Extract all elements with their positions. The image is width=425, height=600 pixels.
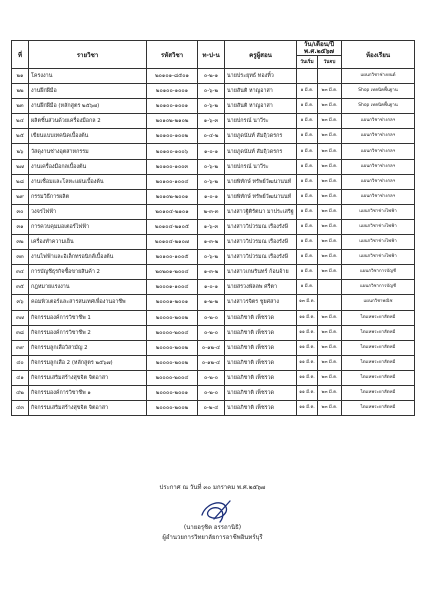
row-start-date: ๑ มี.ค. bbox=[297, 129, 318, 144]
row-code: ๒๐๐๐๐-๒๐๐๒ bbox=[147, 310, 198, 325]
table-row bbox=[12, 114, 415, 129]
row-tpn: ๐-๒-๐ bbox=[198, 385, 225, 400]
row-code: ๒๐๐๐๑-๒๐๐๑ bbox=[147, 295, 198, 310]
table-row bbox=[12, 355, 415, 370]
row-end-date: ๒๓ มี.ค. bbox=[318, 355, 342, 370]
row-start-date: ๑ มี.ค. bbox=[297, 204, 318, 219]
row-tpn: ๐-๑๒-๔ bbox=[198, 340, 225, 355]
row-end-date: ๒๓ มี.ค. bbox=[318, 310, 342, 325]
table-row bbox=[12, 310, 415, 325]
row-subject: งานไฟฟ้าและอิเล็กทรอนิกส์เบื้องต้น bbox=[29, 250, 147, 265]
row-teacher: นายอภิชาติ เพ็ชรวด bbox=[225, 355, 297, 370]
table-row bbox=[12, 219, 415, 234]
row-start-date: ๑ มี.ค. bbox=[297, 174, 318, 189]
row-subject: กรรมวิธีการผลิต bbox=[29, 189, 147, 204]
row-room: แผนกวิชาช่างกลฯ bbox=[342, 129, 415, 144]
row-code: ๒๐๐๐๐-๒๐๐๒ bbox=[147, 355, 198, 370]
row-code: ๒๐๑๐๒-๒๑๐๒ bbox=[147, 114, 198, 129]
table-row bbox=[12, 325, 415, 340]
row-subject: งานฝึกฝีมือ bbox=[29, 84, 147, 99]
row-subject: การบัญชีธุรกิจซื้อขายสินค้า 2 bbox=[29, 265, 147, 280]
row-room: ไตแหพระยาสัตหมี bbox=[342, 370, 415, 385]
row-start-date: ๑๑ มี.ค. bbox=[297, 325, 318, 340]
row-code: ๒๐๑๐๐-๑๐๐๑ bbox=[147, 99, 198, 114]
row-subject: ผลิตชิ้นส่วนด้วยเครื่องมือกล 2 bbox=[29, 114, 147, 129]
row-no: ๒๒ bbox=[12, 84, 29, 99]
row-start-date: ๑๑ มี.ค. bbox=[297, 355, 318, 370]
row-room: แผนกวิชาช่างกลฯ bbox=[342, 114, 415, 129]
table-row bbox=[12, 235, 415, 250]
row-room: แผนกวิชาช่างไฟฟ้า bbox=[342, 219, 415, 234]
row-teacher: นายประยุทธ์ ทองทิ้ว bbox=[225, 69, 297, 84]
row-tpn: ๐-๖-๒ bbox=[198, 84, 225, 99]
header-year: พ.ศ.๒๕๖๗ bbox=[303, 47, 335, 55]
row-code: ๒๐๑๐๐-๑๐๐๖ bbox=[147, 144, 198, 159]
row-teacher: นายภูดนันท์ สัมฤิวดรกร bbox=[225, 144, 297, 159]
row-end-date: ๒๓ มี.ค. bbox=[318, 84, 342, 99]
row-start-date: ๑๑ มี.ค. bbox=[297, 385, 318, 400]
row-code: ๒๐๑๐๐-๑๐๐๕ bbox=[147, 250, 198, 265]
row-teacher: นางสาววิปวรมณ เรืองรังษี bbox=[225, 235, 297, 250]
row-end-date: ๒๓ มี.ค. bbox=[318, 401, 342, 416]
row-tpn: ๑-๐-๑ bbox=[198, 280, 225, 295]
row-teacher: นายอภิชาติ เพ็ชรวด bbox=[225, 370, 297, 385]
row-subject: เครื่องทำความเย็น bbox=[29, 235, 147, 250]
row-room: ไตแหพระยาสัตหมี bbox=[342, 325, 415, 340]
row-tpn: ๒-๓-๓ bbox=[198, 204, 225, 219]
row-code: ๒๐๑๐๔-๒๑๐๕ bbox=[147, 219, 198, 234]
row-end-date bbox=[318, 69, 342, 84]
row-start-date: ๑๑ มี.ค. bbox=[297, 310, 318, 325]
row-no: ๓๓ bbox=[12, 250, 29, 265]
table-row bbox=[12, 129, 415, 144]
header-date-label: วัน/เดือน/ปี bbox=[303, 41, 335, 48]
table-row bbox=[12, 401, 415, 416]
row-end-date: ๒๓ มี.ค. bbox=[318, 325, 342, 340]
row-subject: งานเชื่อมและโลหะแผ่นเบื้องต้น bbox=[29, 174, 147, 189]
row-start-date: ๑๑ มี.ค. bbox=[297, 340, 318, 355]
row-no: ๓๖ bbox=[12, 295, 29, 310]
row-room: แผนกวิชาช่างไฟฟ้า bbox=[342, 250, 415, 265]
row-start-date: ๑ มี.ค. bbox=[297, 280, 318, 295]
row-code: ๒๐๑๐๔-๒๑๐๗ bbox=[147, 235, 198, 250]
row-tpn: ๐-๖-๒ bbox=[198, 250, 225, 265]
row-room: Shop เทคนิคพื้นฐาน bbox=[342, 84, 415, 99]
row-no: ๔๒ bbox=[12, 385, 29, 400]
row-code: ๒๐๐๐๐-๒๐๐๒ bbox=[147, 340, 198, 355]
row-code: ๒๐๐๐๑-๑๐๐๔ bbox=[147, 280, 198, 295]
row-end-date: ๒๓ มี.ค. bbox=[318, 370, 342, 385]
row-start-date: ๑ มี.ค. bbox=[297, 114, 318, 129]
row-end-date: ๒๓ มี.ค. bbox=[318, 385, 342, 400]
table-row bbox=[12, 174, 415, 189]
row-no: ๒๙ bbox=[12, 189, 29, 204]
table-row bbox=[12, 144, 415, 159]
row-tpn: ๑-๐-๑ bbox=[198, 189, 225, 204]
row-tpn: ๑-๓-๒ bbox=[198, 235, 225, 250]
row-no: ๔๓ bbox=[12, 401, 29, 416]
row-teacher: นายภูดนันท์ สัมฤิวดรกร bbox=[225, 129, 297, 144]
row-no: ๒๕ bbox=[12, 129, 29, 144]
header-room: ห้องเรียน bbox=[342, 41, 415, 69]
row-start-date: ๑ มี.ค. bbox=[297, 219, 318, 234]
row-room: ไตแหพระยาสัตหมี bbox=[342, 385, 415, 400]
row-tpn: ๐-๑๒-๔ bbox=[198, 355, 225, 370]
row-teacher: นางสาวฐิติรัตนา มาประเสริฐ bbox=[225, 204, 297, 219]
row-room: แผนกวิชาช่างกลฯ bbox=[342, 144, 415, 159]
signer-position: ผู้อำนวยการวิทยาลัยการอาชีพอินทร์บุรี bbox=[162, 534, 263, 541]
row-no: ๓๔ bbox=[12, 265, 29, 280]
table-row bbox=[12, 99, 415, 114]
row-code: ๒๐๐๐๐-๒๐๐๑ bbox=[147, 385, 198, 400]
row-end-date: ๒๓ มี.ค. bbox=[318, 114, 342, 129]
row-teacher: นายอภิชาติ เพ็ชรวด bbox=[225, 310, 297, 325]
row-room: แผนกวิชาช่างไฟฟ้า bbox=[342, 204, 415, 219]
row-tpn: ๐-๖-๒ bbox=[198, 99, 225, 114]
row-code: ๒๐๐๐๐-๒๐๐๔ bbox=[147, 325, 198, 340]
row-teacher: นายพิทักษ์ ทรัพย์วัฒนานนท์ bbox=[225, 189, 297, 204]
row-end-date: ๒๓ มี.ค. bbox=[318, 144, 342, 159]
row-start-date: ๑๑ มี.ค. bbox=[297, 401, 318, 416]
row-start-date: ๑๑ มี.ค. bbox=[297, 370, 318, 385]
row-tpn: ๑-๖-๓ bbox=[198, 219, 225, 234]
row-end-date bbox=[318, 295, 342, 310]
header-no: ที่ bbox=[12, 41, 29, 69]
row-subject: กิจกรรมลูกเสือ 2 (หลักสูตร ๒๕๖๗) bbox=[29, 355, 147, 370]
row-end-date: ๒๓ มี.ค. bbox=[318, 189, 342, 204]
row-teacher: นายอภิชาติ เพ็ชรวด bbox=[225, 340, 297, 355]
row-start-date: ๑ มี.ค. bbox=[297, 265, 318, 280]
row-end-date: ๒๓ มี.ค. bbox=[318, 219, 342, 234]
row-room: แผนกวิชาช่างกลฯ bbox=[342, 159, 415, 174]
row-start-date bbox=[297, 69, 318, 84]
row-tpn: ๑-๓-๒ bbox=[198, 265, 225, 280]
header-end: วันจบ bbox=[318, 56, 342, 69]
row-subject: งานฝึกฝีมือ (หลักสูตร ๒๕๖๗) bbox=[29, 99, 147, 114]
table-row bbox=[12, 340, 415, 355]
row-teacher: นายอภิชาติ เพ็ชรวด bbox=[225, 385, 297, 400]
row-teacher: นายพิทักษ์ ทรัพย์วัฒนานนท์ bbox=[225, 174, 297, 189]
row-code: ๒๐๑๐๐-๑๐๐๔ bbox=[147, 174, 198, 189]
row-subject: การควบคุมมอเตอร์ไฟฟ้า bbox=[29, 219, 147, 234]
row-no: ๒๔ bbox=[12, 114, 29, 129]
table-row bbox=[12, 280, 415, 295]
row-code: ๒๐๑๐๒-๒๐๐๑ bbox=[147, 189, 198, 204]
row-tpn: ๑-๐-๑ bbox=[198, 144, 225, 159]
row-teacher: นายอภิชาติ เพ็ชรวด bbox=[225, 401, 297, 416]
row-code: ๒๐๑๐๐-๑๐๐๓ bbox=[147, 159, 198, 174]
row-teacher: นายปกรณ์ นาวีระ bbox=[225, 159, 297, 174]
header-teacher: ครูผู้สอน bbox=[225, 41, 297, 69]
row-room: Shop เทคนิคพื้นฐาน bbox=[342, 99, 415, 114]
row-end-date bbox=[318, 280, 342, 295]
row-no: ๒๖ bbox=[12, 144, 29, 159]
table-row bbox=[12, 385, 415, 400]
row-end-date: ๒๓ มี.ค. bbox=[318, 174, 342, 189]
row-no: ๓๙ bbox=[12, 340, 29, 355]
row-no: ๓๘ bbox=[12, 325, 29, 340]
table-row bbox=[12, 265, 415, 280]
row-start-date: ๑๓ มี.ค. bbox=[297, 295, 318, 310]
row-start-date: ๑ มี.ค. bbox=[297, 99, 318, 114]
row-teacher: นางสาวเกษรินทร์ ก้อนจ้าย bbox=[225, 265, 297, 280]
row-code: ๒๐๑๐๐-๑๐๐๒ bbox=[147, 129, 198, 144]
row-no: ๒๓ bbox=[12, 99, 29, 114]
row-end-date: ๒๓ มี.ค. bbox=[318, 340, 342, 355]
row-room: แผนกวิชาพณิช bbox=[342, 295, 415, 310]
row-start-date: ๑ มี.ค. bbox=[297, 144, 318, 159]
table-row bbox=[12, 204, 415, 219]
row-subject: วัสดุงานช่างอุตสาหกรรม bbox=[29, 144, 147, 159]
row-subject: กิจกรรมองค์การวิชาชีพ 2 bbox=[29, 325, 147, 340]
header-date bbox=[297, 41, 342, 56]
row-code: ๒๐๐๐๐-๒๐๐๒ bbox=[147, 401, 198, 416]
table-row bbox=[12, 370, 415, 385]
announce-date: ประกาศ ณ วันที่ ๓๐ มกราคม พ.ศ.๒๕๖๗ bbox=[159, 484, 266, 491]
header-tpn: ท-ป-น bbox=[198, 41, 225, 69]
row-room: แผนกวิชาการบัญชี bbox=[342, 280, 415, 295]
header-subject: รายวิชา bbox=[29, 41, 147, 69]
row-end-date: ๒๓ มี.ค. bbox=[318, 250, 342, 265]
row-subject: วงจรไฟฟ้า bbox=[29, 204, 147, 219]
row-subject: เขียนแบบเทคนิคเบื้องต้น bbox=[29, 129, 147, 144]
row-code: ๒๐๑๐๔-๒๑๐๑ bbox=[147, 204, 198, 219]
row-room: แผนกวิชาช่างกลฯ bbox=[342, 174, 415, 189]
row-room: ไตแหพระยาสัตหมี bbox=[342, 401, 415, 416]
row-room: แผนกวิชาการบัญชี bbox=[342, 265, 415, 280]
row-tpn: ๑-๒-๒ bbox=[198, 295, 225, 310]
row-subject: กิจกรรมองค์การวิชาชีพ 1 bbox=[29, 310, 147, 325]
row-subject: กิจกรรมลูกเสือวิสามัญ 2 bbox=[29, 340, 147, 355]
row-no: ๒๗ bbox=[12, 159, 29, 174]
row-teacher: นางสาววิปวรมณ เรืองรังษี bbox=[225, 219, 297, 234]
row-no: ๔๐ bbox=[12, 355, 29, 370]
row-room: แผนกวิชาช่างไฟฟ้า bbox=[342, 235, 415, 250]
row-teacher: นายอภิชาติ เพ็ชรวด bbox=[225, 325, 297, 340]
table-row bbox=[12, 69, 415, 84]
row-subject: คอมพิวเตอร์และสารสนเทศเพื่องานอาชีพ bbox=[29, 295, 147, 310]
row-code: ๒๐๑๐๐-๑๐๐๑ bbox=[147, 84, 198, 99]
row-tpn: ๐-๖-๒ bbox=[198, 174, 225, 189]
row-no: ๓๒ bbox=[12, 235, 29, 250]
row-tpn: ๐-๒-๑ bbox=[198, 69, 225, 84]
header-code: รหัสวิชา bbox=[147, 41, 198, 69]
row-end-date: ๒๓ มี.ค. bbox=[318, 129, 342, 144]
row-tpn: ๑-๖-๓ bbox=[198, 114, 225, 129]
row-subject: งานเครื่องมือกลเบื้องต้น bbox=[29, 159, 147, 174]
row-tpn: ๐-๒-๐ bbox=[198, 310, 225, 325]
row-no: ๔๑ bbox=[12, 370, 29, 385]
row-subject: กิจกรรมเสริมสร้างสุขจิต จิตอาสา bbox=[29, 370, 147, 385]
table-row bbox=[12, 189, 415, 204]
row-code: ๒๐๑๐๑-๘๕๐๑ bbox=[147, 69, 198, 84]
row-tpn: ๐-๒-๐ bbox=[198, 325, 225, 340]
row-end-date: ๒๓ มี.ค. bbox=[318, 159, 342, 174]
row-tpn: ๐-๒-๐ bbox=[198, 370, 225, 385]
row-code: ๒๐๒๐๑-๒๐๐๔ bbox=[147, 265, 198, 280]
row-start-date: ๑ มี.ค. bbox=[297, 189, 318, 204]
table-row bbox=[12, 159, 415, 174]
row-subject: โครงงาน bbox=[29, 69, 147, 84]
row-no: ๓๐ bbox=[12, 204, 29, 219]
row-teacher: นายปกรณ์ นาวีระ bbox=[225, 114, 297, 129]
row-subject: กิจกรรมองค์การวิชาชีพ ๑ bbox=[29, 385, 147, 400]
row-end-date: ๒๓ มี.ค. bbox=[318, 265, 342, 280]
row-no: ๒๘ bbox=[12, 174, 29, 189]
row-start-date: ๑ มี.ค. bbox=[297, 84, 318, 99]
row-room: ไตแหพระยาสัตหมี bbox=[342, 340, 415, 355]
table-row bbox=[12, 250, 415, 265]
table-row bbox=[12, 295, 415, 310]
row-no: ๓๕ bbox=[12, 280, 29, 295]
row-teacher: นางสาวรจิตร ชูยศสาง bbox=[225, 295, 297, 310]
row-start-date: ๑ มี.ค. bbox=[297, 159, 318, 174]
schedule-sheet bbox=[11, 40, 414, 416]
row-end-date: ๒๓ มี.ค. bbox=[318, 99, 342, 114]
row-teacher: นายสันติ หาญอาสา bbox=[225, 84, 297, 99]
table-row bbox=[12, 84, 415, 99]
row-end-date: ๒๓ มี.ค. bbox=[318, 235, 342, 250]
row-tpn: ๐-๒-๔ bbox=[198, 401, 225, 416]
row-tpn: ๐-๖-๒ bbox=[198, 159, 225, 174]
row-room: แผนกวิชาช่างยนต์ bbox=[342, 69, 415, 84]
header-start: วันเริ่ม bbox=[297, 56, 318, 69]
schedule-table bbox=[11, 40, 415, 416]
row-subject: กิจกรรมเสริมสร้างสุขจิต จิตอาสา bbox=[29, 401, 147, 416]
row-room: ไตแหพระยาสัตหมี bbox=[342, 355, 415, 370]
row-code: ๒๐๐๐๐-๒๐๐๔ bbox=[147, 370, 198, 385]
row-tpn: ๐-๔-๒ bbox=[198, 129, 225, 144]
row-no: ๓๑ bbox=[12, 219, 29, 234]
signer-name: (นายอรุชิต อรรถานิธิ) bbox=[183, 524, 242, 531]
row-teacher: นายสรวงพัลลพ ศรีตา bbox=[225, 280, 297, 295]
row-room: แผนกวิชาช่างกลฯ bbox=[342, 189, 415, 204]
row-teacher: นางสาววิปวรมณ เรืองรังษี bbox=[225, 250, 297, 265]
row-room: ไตแหพระยาสัตหมี bbox=[342, 310, 415, 325]
row-start-date: ๑ มี.ค. bbox=[297, 250, 318, 265]
row-teacher: นายสันติ หาญอาสา bbox=[225, 99, 297, 114]
row-no: ๒๑ bbox=[12, 69, 29, 84]
row-no: ๓๗ bbox=[12, 310, 29, 325]
row-subject: กฎหมายแรงงาน bbox=[29, 280, 147, 295]
header-row bbox=[12, 41, 415, 56]
row-start-date: ๑ มี.ค. bbox=[297, 235, 318, 250]
row-end-date: ๒๓ มี.ค. bbox=[318, 204, 342, 219]
